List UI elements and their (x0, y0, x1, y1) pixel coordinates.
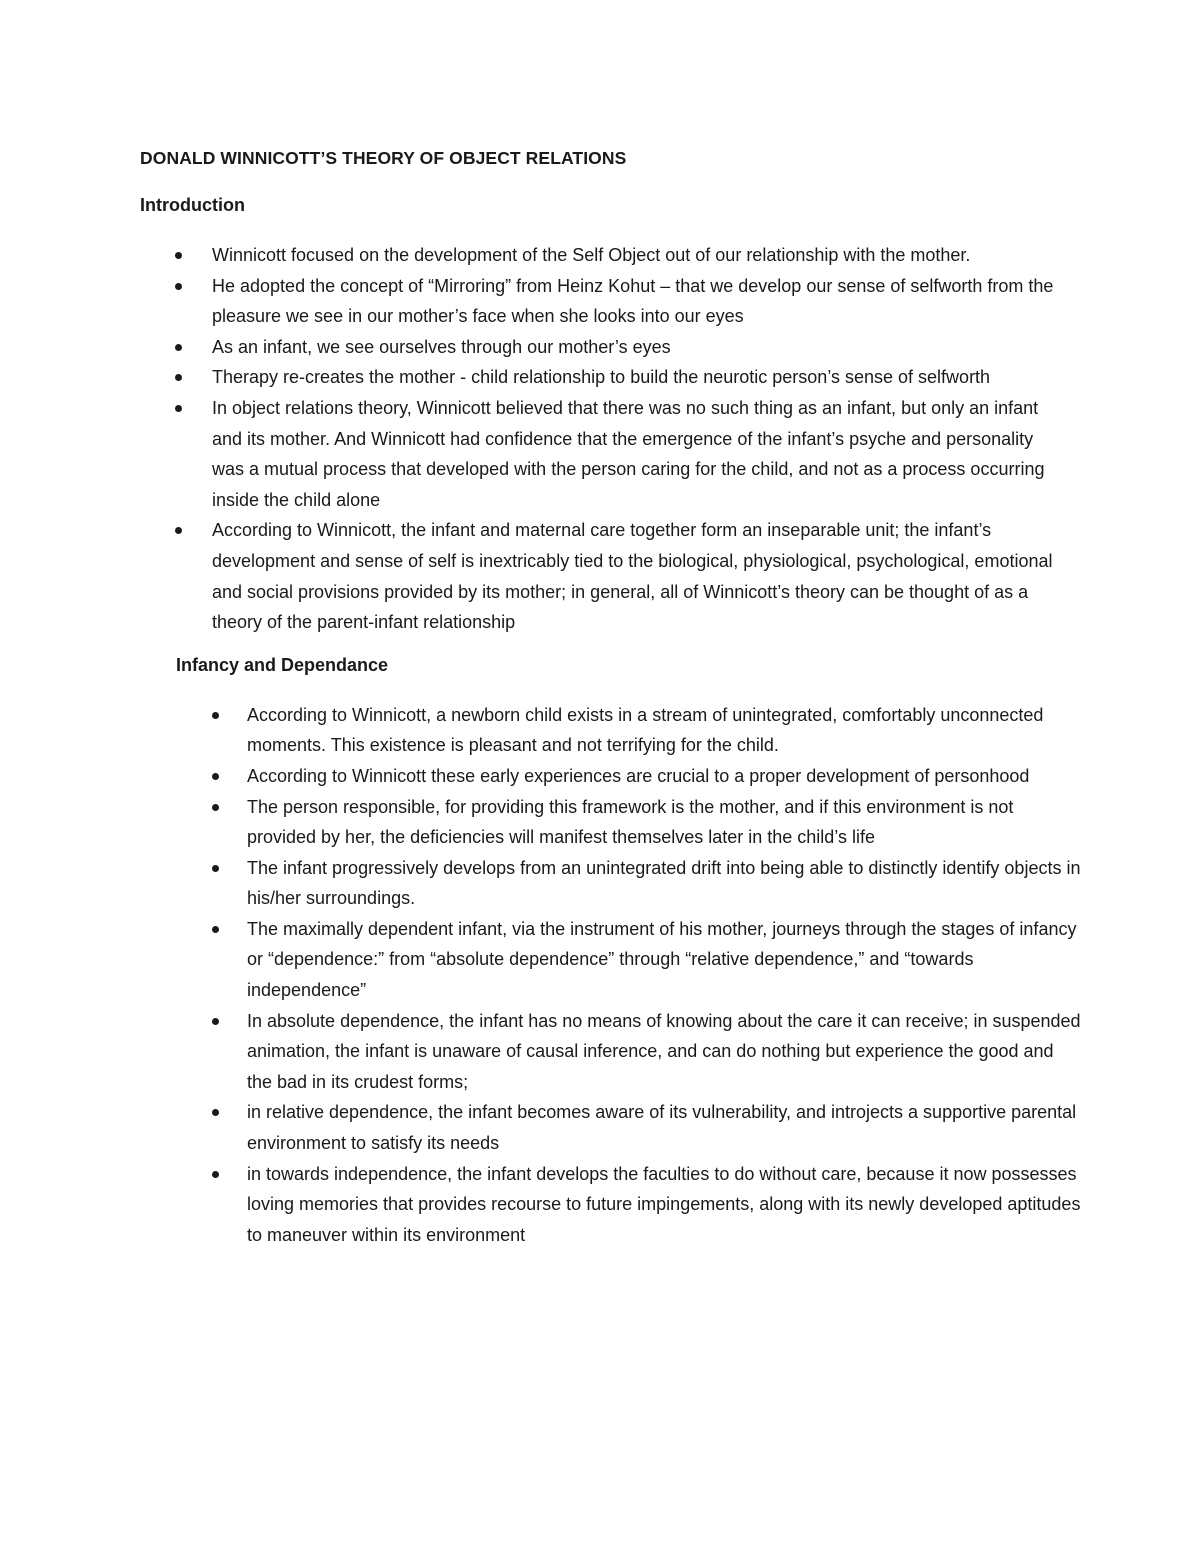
list-item (176, 1159, 1082, 1251)
bullet-icon (212, 1109, 219, 1116)
list-item (140, 393, 1062, 515)
bullet-icon (212, 804, 219, 811)
list-item (176, 792, 1082, 853)
list-item-text: in relative dependence, the infant becomes aware of its vulnerability, and introjects a supportive parental environment to satisfy its needs (247, 1102, 1077, 1154)
list-item (176, 1097, 1082, 1158)
bullet-icon (175, 374, 182, 381)
bullet-icon (175, 527, 182, 534)
section-heading-infancy-and-dependance: Infancy and Dependance (176, 654, 389, 675)
bullet-icon (212, 1018, 219, 1025)
list-item-text: Therapy re-creates the mother - child relationship to build the neurotic person’s sense of selfworth (212, 367, 991, 388)
list-item-text: In absolute dependence, the infant has no means of knowing about the care it can receive; in suspended animation, the infant is unaware of causal inference, and can do nothing but experience the good and the bad in its crudest forms; (247, 1010, 1081, 1092)
bullet-icon (212, 865, 219, 872)
list-item-text: The person responsible, for providing this framework is the mother, and if this environment is not provided by her, the deficiencies will manifest themselves later in the child’s life (247, 796, 1014, 848)
bullet-icon (212, 1171, 219, 1178)
list-item (140, 271, 1062, 332)
bullet-icon (175, 344, 182, 351)
list-item-text: The infant progressively develops from an unintegrated drift into being able to distinctly identify objects in his/her surroundings. (247, 857, 1081, 909)
bullet-icon (212, 926, 219, 933)
list-item-text: in towards independence, the infant develops the faculties to do without care, because it now possesses loving memories that provides recourse to future impingements, along with its newly developed aptitudes to maneuver within its environment (247, 1163, 1081, 1245)
section-heading-introduction: Introduction (140, 195, 245, 215)
document-title: DONALD WINNICOTT’S THEORY OF OBJECT RELATIONS (140, 148, 627, 168)
list-item (176, 761, 1082, 792)
bullet-icon (175, 252, 182, 259)
list-item-text: In object relations theory, Winnicott believed that there was no such thing as an infant, but only an infant and its mother. And Winnicott had confidence that the emergence of the infant’s psyche and personality was a mutual process that developed with the person caring for the child, and not as a process occurring inside the child alone (212, 397, 1045, 510)
list-item-text: According to Winnicott, the infant and maternal care together form an inseparable unit; the infant’s development and sense of self is inextricably tied to the biological, physiological, psychological, emotional and social provisions provided by its mother; in general, all of Winnicott’s theory can be thought of as a theory of the parent-infant relationship (212, 520, 1053, 633)
list-item (176, 700, 1082, 761)
list-item-text: Winnicott focused on the development of the Self Object out of our relationship with the mother. (212, 245, 971, 265)
bullet-icon (212, 712, 219, 719)
list-item-text: As an infant, we see ourselves through our mother’s eyes (212, 336, 671, 357)
bullet-icon (175, 283, 182, 290)
list-item (140, 362, 1062, 393)
list-item (176, 914, 1082, 1006)
introduction-bullet-list (140, 240, 1200, 638)
bullet-icon (212, 773, 219, 780)
list-item (140, 515, 1062, 637)
list-item-text: He adopted the concept of “Mirroring” from Heinz Kohut – that we develop our sense of selfworth from the pleasure we see in our mother’s face when she looks into our eyes (212, 275, 1054, 327)
list-item-text: According to Winnicott these early experiences are crucial to a proper development of personhood (247, 765, 1030, 786)
list-item (140, 332, 1062, 363)
list-item-text: The maximally dependent infant, via the instrument of his mother, journeys through the stages of infancy or “dependence:” from “absolute dependence” through “relative dependence,” and “towards independence” (247, 918, 1077, 1001)
bullet-icon (175, 405, 182, 412)
list-item (176, 853, 1082, 914)
list-item (176, 1006, 1082, 1098)
list-item (140, 240, 1062, 271)
dependance-bullet-list (176, 700, 1200, 1251)
list-item-text: According to Winnicott, a newborn child exists in a stream of unintegrated, comfortably unconnected moments. This existence is pleasant and not terrifying for the child. (247, 704, 1044, 756)
